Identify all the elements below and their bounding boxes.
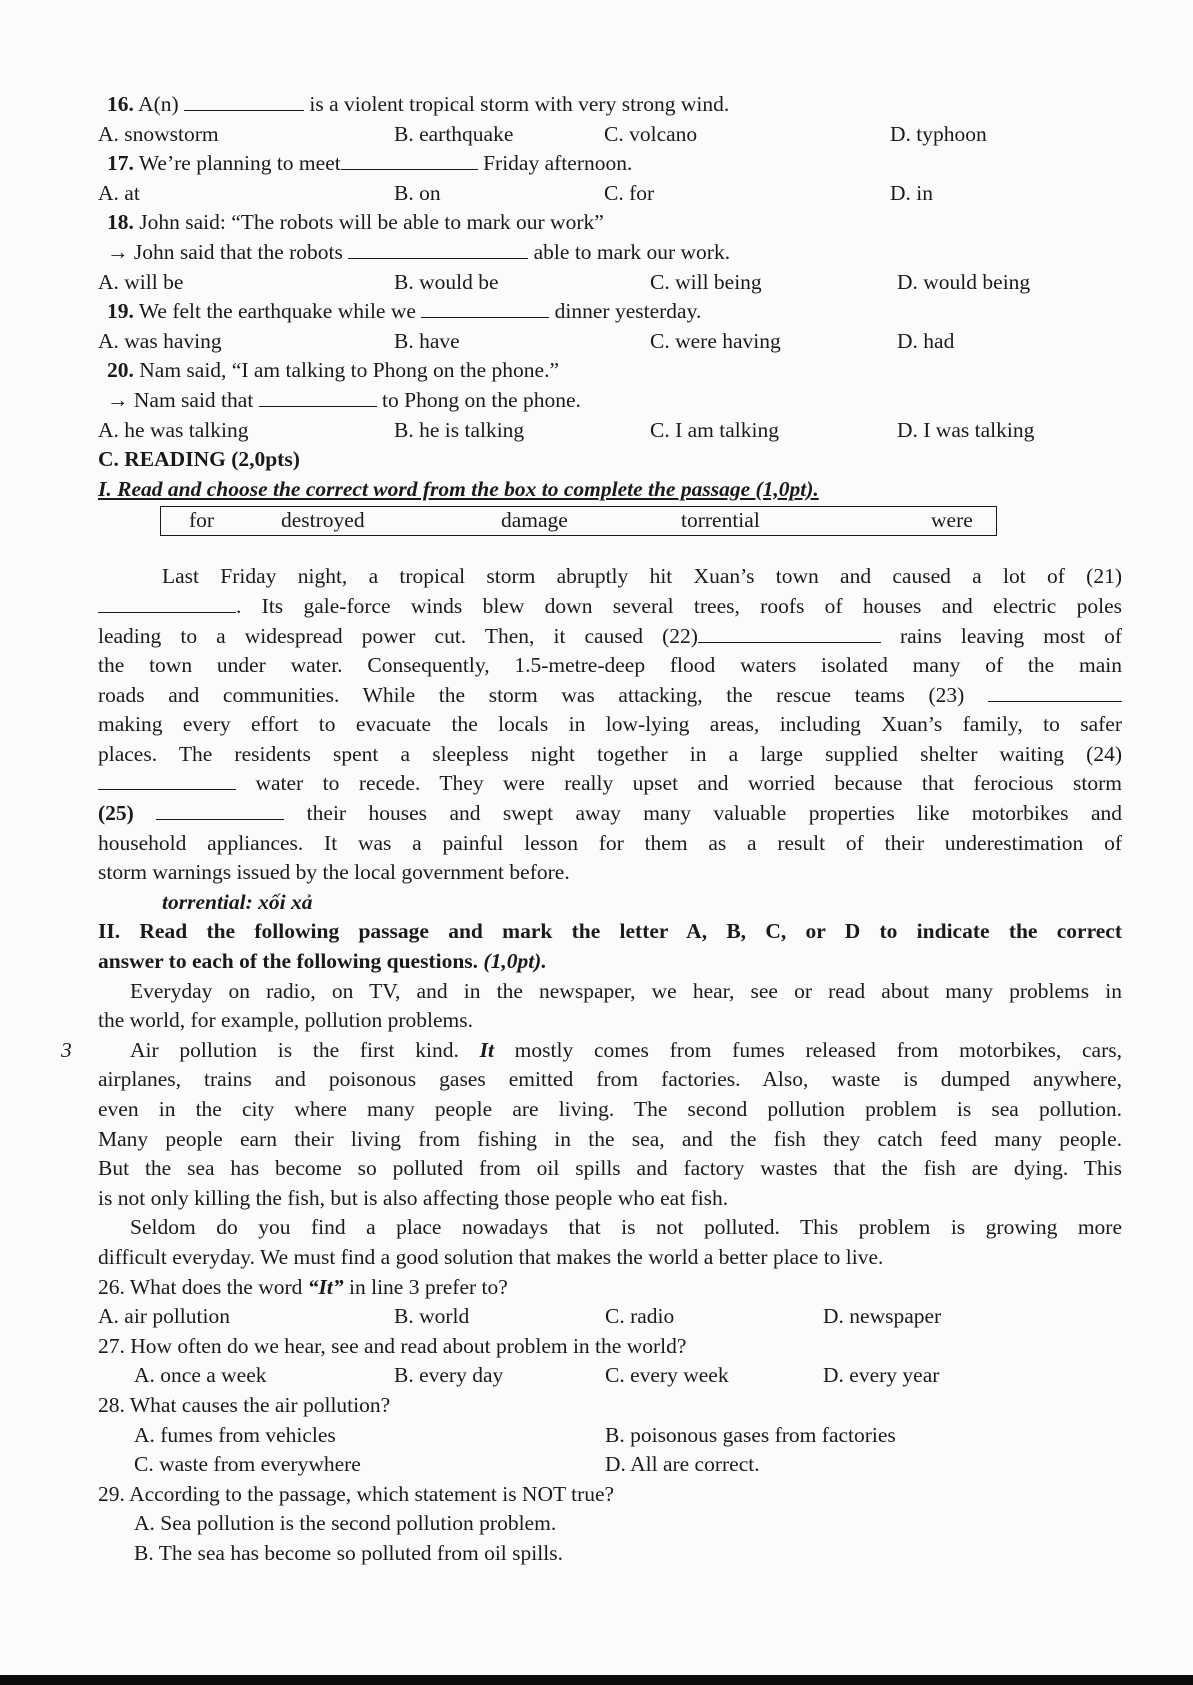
passage2-line: difficult everyday. We must find a good solution that makes the world a better place to live. xyxy=(98,1244,884,1269)
q26-option-c[interactable]: C. radio xyxy=(605,1304,675,1329)
q18-options xyxy=(98,268,1122,298)
q20-option-c[interactable]: C. I am talking xyxy=(650,417,779,442)
passage2-line: Many people earn their living from fishing in the sea, and the fish they catch feed many people. xyxy=(98,1126,1122,1151)
word-box-item[interactable]: for xyxy=(189,508,215,533)
q18-option-d[interactable]: D. would being xyxy=(897,269,1031,294)
q19-option-d[interactable]: D. had xyxy=(897,328,955,353)
passage1-line: household appliances. It was a painful lesson for them as a result of their underestimation of xyxy=(98,830,1122,855)
passage2-line: even in the city where many people are living. The second pollution problem is sea pollution. xyxy=(98,1097,1122,1121)
passage2-line: But the sea has become so polluted from oil spills and factory wastes that the fish are dying. This xyxy=(98,1156,1122,1181)
q17-stem-start: We’re planning to meet xyxy=(133,151,341,176)
line-marker: 3 xyxy=(61,1037,72,1062)
passage1-line: leading to a widespread power cut. Then, it caused (22) rains leaving most of xyxy=(98,623,1122,648)
passage2-line: 3 Air pollution is the first kind. It mostly comes from fumes released from motorbikes, cars, xyxy=(98,1036,1122,1066)
part1-heading: I. Read and choose the correct word from the box to complete the passage (1,0pt). xyxy=(98,476,819,501)
q26-option-a[interactable]: A. air pollution xyxy=(98,1304,230,1329)
q18-option-c[interactable]: C. will being xyxy=(650,269,762,294)
q28-options-2 xyxy=(107,1450,1122,1480)
q16-option-b[interactable]: B. earthquake xyxy=(394,121,514,146)
q16-option-c[interactable]: C. volcano xyxy=(604,121,698,146)
q20-number: 20. xyxy=(107,358,134,383)
referent-it: It xyxy=(479,1037,494,1062)
word-box-item[interactable]: destroyed xyxy=(281,508,365,533)
q20-option-d[interactable]: D. I was talking xyxy=(897,417,1035,442)
q20-blank[interactable] xyxy=(259,386,377,407)
q16-option-d[interactable]: D. typhoon xyxy=(890,121,987,146)
q20-reported-start: → Nam said that xyxy=(107,387,259,412)
q20-options xyxy=(98,416,1122,446)
question-19 xyxy=(107,297,1122,327)
passage2-line: the world, for example, pollution problems. xyxy=(98,1008,473,1033)
q16-blank[interactable] xyxy=(184,90,304,111)
gloss-note: torrential: xối xả xyxy=(162,889,313,914)
exam-page xyxy=(61,90,1122,1569)
q29-option-a[interactable]: A. Sea pollution is the second pollution problem. xyxy=(134,1511,557,1536)
q17-options xyxy=(98,179,1122,209)
q28-option-d[interactable]: D. All are correct. xyxy=(605,1452,760,1477)
q28-option-a[interactable]: A. fumes from vehicles xyxy=(134,1422,336,1447)
q20-option-a[interactable]: A. he was talking xyxy=(98,417,249,442)
question-26: 26. What does the word “It” in line 3 prefer to? xyxy=(98,1274,508,1299)
q18-blank[interactable] xyxy=(348,238,528,259)
passage-2 xyxy=(61,977,1122,1273)
blank-21[interactable] xyxy=(98,592,236,613)
question-27: 27. How often do we hear, see and read about problem in the world? xyxy=(98,1333,687,1358)
q17-option-d[interactable]: D. in xyxy=(890,180,933,205)
q18-reported-start: → John said that the robots xyxy=(107,239,349,264)
q20-reported xyxy=(107,386,1122,416)
q27-option-d[interactable]: D. every year xyxy=(823,1363,940,1388)
passage1-line: roads and communities. While the storm was attacking, the rescue teams (23) xyxy=(98,681,1122,711)
q17-option-c[interactable]: C. for xyxy=(604,180,655,205)
q29-option-b[interactable]: B. The sea has become so polluted from oil spills. xyxy=(134,1540,563,1565)
passage1-line: Last Friday night, a tropical storm abruptly hit Xuan’s town and caused a lot of (21) xyxy=(162,564,1122,589)
q28-options-1 xyxy=(107,1421,1122,1451)
q18-reported xyxy=(107,238,1122,268)
scan-bottom-edge xyxy=(0,1675,1193,1685)
q17-option-b[interactable]: B. on xyxy=(394,180,441,205)
q17-option-a[interactable]: A. at xyxy=(98,180,140,205)
q27-options xyxy=(107,1361,1122,1391)
word-box xyxy=(160,506,997,536)
q19-option-c[interactable]: C. were having xyxy=(650,328,781,353)
passage1-line: . Its gale-force winds blew down several trees, roofs of houses and electric poles xyxy=(98,592,1122,622)
word-box-item[interactable]: were xyxy=(931,508,973,533)
q16-option-a[interactable]: A. snowstorm xyxy=(98,121,219,146)
passage2-line: is not only killing the fish, but is also affecting those people who eat fish. xyxy=(98,1185,729,1210)
word-box-item[interactable]: damage xyxy=(501,508,568,533)
question-16 xyxy=(107,90,1122,120)
q20-reported-end: to Phong on the phone. xyxy=(376,387,581,412)
word-box-item[interactable]: torrential xyxy=(681,508,760,533)
q28-option-b[interactable]: B. poisonous gases from factories xyxy=(605,1422,896,1447)
blank-22[interactable] xyxy=(698,622,881,643)
q20-option-b[interactable]: B. he is talking xyxy=(394,417,525,442)
q19-blank[interactable] xyxy=(421,297,549,318)
q18-reported-end: able to mark our work. xyxy=(528,239,731,264)
passage1-line: (25) their houses and swept away many valuable properties like motorbikes and xyxy=(98,801,1122,826)
q16-stem-end: is a violent tropical storm with very strong wind. xyxy=(304,92,730,116)
passage1-line: water to recede. They were really upset and worried because that ferocious storm xyxy=(98,769,1122,799)
q27-option-c[interactable]: C. every week xyxy=(605,1363,729,1388)
q18-stem: John said: “The robots will be able to mark our work” xyxy=(133,210,604,235)
blank-25[interactable] xyxy=(156,799,284,820)
q19-stem-end: dinner yesterday. xyxy=(549,299,702,324)
blank-23[interactable] xyxy=(988,681,1122,702)
reading-heading: C. READING (2,0pts) xyxy=(98,447,300,472)
passage1-line: storm warnings issued by the local government before. xyxy=(98,860,570,885)
q27-option-a[interactable]: A. once a week xyxy=(134,1363,267,1388)
q27-option-b[interactable]: B. every day xyxy=(394,1363,504,1388)
q19-option-b[interactable]: B. have xyxy=(394,328,460,353)
q26-option-d[interactable]: D. newspaper xyxy=(823,1304,942,1329)
q19-stem-start: We felt the earthquake while we xyxy=(133,299,422,324)
passage2-line: airplanes, trains and poisonous gases emitted from factories. Also, waste is dumped anywhere, xyxy=(98,1067,1122,1092)
question-28: 28. What causes the air pollution? xyxy=(98,1392,391,1417)
passage1-line: making every effort to evacuate the locals in low-lying areas, including Xuan’s family, to safer xyxy=(98,712,1122,737)
q16-number: 16. xyxy=(107,92,134,116)
question-17 xyxy=(107,149,1122,179)
passage2-line: Seldom do you find a place nowadays that is not polluted. This problem is growing more xyxy=(130,1215,1122,1240)
blank-24[interactable] xyxy=(98,769,236,790)
q17-number: 17. xyxy=(107,151,134,176)
q19-option-a[interactable]: A. was having xyxy=(98,328,222,353)
passage2-line: Everyday on radio, on TV, and in the newspaper, we hear, see or read about many problems in xyxy=(130,978,1122,1003)
q26-option-b[interactable]: B. world xyxy=(394,1304,470,1329)
passage1-line: the town under water. Consequently, 1.5-metre-deep flood waters isolated many of the main xyxy=(98,653,1122,678)
q26-options xyxy=(98,1302,1122,1332)
question-20 xyxy=(107,356,1122,386)
q16-stem-start: A(n) xyxy=(133,92,185,116)
q19-options xyxy=(98,327,1122,357)
passage1-line: places. The residents spent a sleepless night together in a large supplied shelter waiting (24) xyxy=(98,741,1122,766)
q19-number: 19. xyxy=(107,299,134,324)
q18-option-b[interactable]: B. would be xyxy=(394,269,499,294)
question-29: 29. According to the passage, which statement is NOT true? xyxy=(98,1481,615,1506)
q18-number: 18. xyxy=(107,210,134,235)
q28-option-c[interactable]: C. waste from everywhere xyxy=(134,1452,361,1477)
q17-blank[interactable] xyxy=(341,149,478,170)
q17-stem-end: Friday afternoon. xyxy=(477,151,633,176)
part2-heading: II. Read the following passage and mark the letter A, B, C, or D to indicate the correct answer to each of the following questions. (1,0pt). xyxy=(98,919,1122,974)
q16-options xyxy=(98,120,1122,150)
question-18 xyxy=(107,208,1122,238)
q18-option-a[interactable]: A. will be xyxy=(98,269,184,294)
q20-stem: Nam said, “I am talking to Phong on the phone.” xyxy=(133,358,560,383)
passage-1 xyxy=(98,562,1122,917)
